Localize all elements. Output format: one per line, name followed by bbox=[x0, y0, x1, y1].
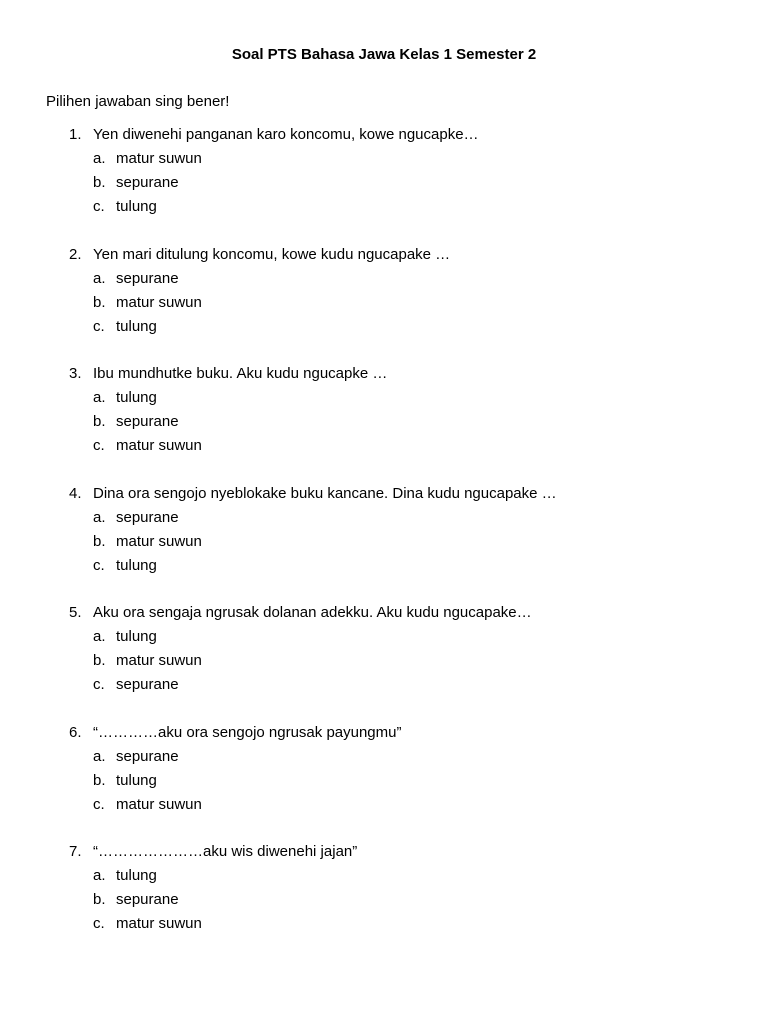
question-number: 4. bbox=[69, 484, 82, 502]
option-letter: c. bbox=[93, 676, 105, 693]
answer-option bbox=[0, 149, 768, 173]
option-letter: b. bbox=[93, 413, 106, 430]
answer-option bbox=[0, 532, 768, 556]
option-text: sepurane bbox=[116, 747, 179, 765]
question-text: Dina ora sengojo nyeblokake buku kancane. Dina kudu ngucapake … bbox=[93, 484, 557, 502]
option-text: tulung bbox=[116, 628, 157, 645]
answer-option bbox=[0, 795, 768, 819]
question-text: Yen diwenehi panganan karo koncomu, kowe ngucapke… bbox=[93, 126, 479, 143]
question-number: 5. bbox=[69, 604, 82, 621]
question-line bbox=[0, 603, 768, 627]
question-text: “…………aku ora sengojo ngrusak payungmu” bbox=[93, 723, 402, 741]
option-letter: b. bbox=[93, 532, 106, 550]
option-text: tulung bbox=[116, 389, 157, 406]
question-item bbox=[0, 723, 768, 843]
question-line bbox=[0, 364, 768, 388]
option-text: matur suwun bbox=[116, 795, 202, 813]
option-text: matur suwun bbox=[116, 150, 202, 167]
answer-option bbox=[0, 436, 768, 460]
question-number: 1. bbox=[69, 126, 82, 143]
question-text: Aku ora sengaja ngrusak dolanan adekku. Aku kudu ngucapake… bbox=[93, 604, 532, 621]
question-line bbox=[0, 245, 768, 269]
answer-option bbox=[0, 556, 768, 580]
answer-option bbox=[0, 890, 768, 914]
answer-option bbox=[0, 388, 768, 412]
answer-option bbox=[0, 651, 768, 675]
option-text: matur suwun bbox=[116, 437, 202, 454]
option-text: sepurane bbox=[116, 891, 179, 908]
option-letter: a. bbox=[93, 867, 106, 884]
answer-option bbox=[0, 197, 768, 221]
question-line bbox=[0, 723, 768, 747]
option-letter: a. bbox=[93, 389, 106, 406]
question-text: Ibu mundhutke buku. Aku kudu ngucapke … bbox=[93, 365, 388, 382]
question-item bbox=[0, 603, 768, 723]
option-text: sepurane bbox=[116, 413, 179, 430]
option-text: sepurane bbox=[116, 676, 179, 693]
instruction-text: Pilihen jawaban sing bener! bbox=[46, 93, 230, 110]
option-text: tulung bbox=[116, 867, 157, 884]
question-line bbox=[0, 484, 768, 508]
question-item bbox=[0, 364, 768, 484]
option-text: tulung bbox=[116, 556, 157, 574]
question-item bbox=[0, 842, 768, 962]
answer-option bbox=[0, 771, 768, 795]
question-number: 2. bbox=[69, 245, 82, 263]
question-item bbox=[0, 484, 768, 604]
answer-option bbox=[0, 866, 768, 890]
option-text: matur suwun bbox=[116, 652, 202, 669]
option-letter: b. bbox=[93, 652, 106, 669]
option-letter: a. bbox=[93, 628, 106, 645]
option-text: sepurane bbox=[116, 269, 179, 287]
option-letter: b. bbox=[93, 891, 106, 908]
option-text: tulung bbox=[116, 198, 157, 215]
option-letter: b. bbox=[93, 174, 106, 191]
answer-option bbox=[0, 293, 768, 317]
option-text: sepurane bbox=[116, 508, 179, 526]
option-text: matur suwun bbox=[116, 293, 202, 311]
option-letter: c. bbox=[93, 556, 105, 574]
answer-option bbox=[0, 317, 768, 341]
answer-option bbox=[0, 412, 768, 436]
option-letter: b. bbox=[93, 771, 106, 789]
question-line bbox=[0, 842, 768, 866]
answer-option bbox=[0, 914, 768, 938]
option-letter: a. bbox=[93, 747, 106, 765]
answer-option bbox=[0, 675, 768, 699]
option-letter: a. bbox=[93, 269, 106, 287]
option-letter: c. bbox=[93, 915, 105, 932]
answer-option bbox=[0, 173, 768, 197]
option-text: sepurane bbox=[116, 174, 179, 191]
option-letter: a. bbox=[93, 150, 106, 167]
question-number: 7. bbox=[69, 843, 82, 860]
option-letter: c. bbox=[93, 198, 105, 215]
document-title: Soal PTS Bahasa Jawa Kelas 1 Semester 2 bbox=[231, 46, 537, 63]
answer-option bbox=[0, 508, 768, 532]
option-text: matur suwun bbox=[116, 915, 202, 932]
answer-option bbox=[0, 627, 768, 651]
option-text: tulung bbox=[116, 317, 157, 335]
answer-option bbox=[0, 747, 768, 771]
option-text: tulung bbox=[116, 771, 157, 789]
question-number: 6. bbox=[69, 723, 82, 741]
option-letter: c. bbox=[93, 317, 105, 335]
question-list bbox=[0, 125, 768, 962]
question-item bbox=[0, 245, 768, 365]
question-line bbox=[0, 125, 768, 149]
question-text: “…………………aku wis diwenehi jajan” bbox=[93, 843, 358, 860]
option-letter: b. bbox=[93, 293, 106, 311]
option-text: matur suwun bbox=[116, 532, 202, 550]
option-letter: a. bbox=[93, 508, 106, 526]
question-item bbox=[0, 125, 768, 245]
option-letter: c. bbox=[93, 437, 105, 454]
question-number: 3. bbox=[69, 365, 82, 382]
option-letter: c. bbox=[93, 795, 105, 813]
answer-option bbox=[0, 269, 768, 293]
question-text: Yen mari ditulung koncomu, kowe kudu ngucapake … bbox=[93, 245, 451, 263]
